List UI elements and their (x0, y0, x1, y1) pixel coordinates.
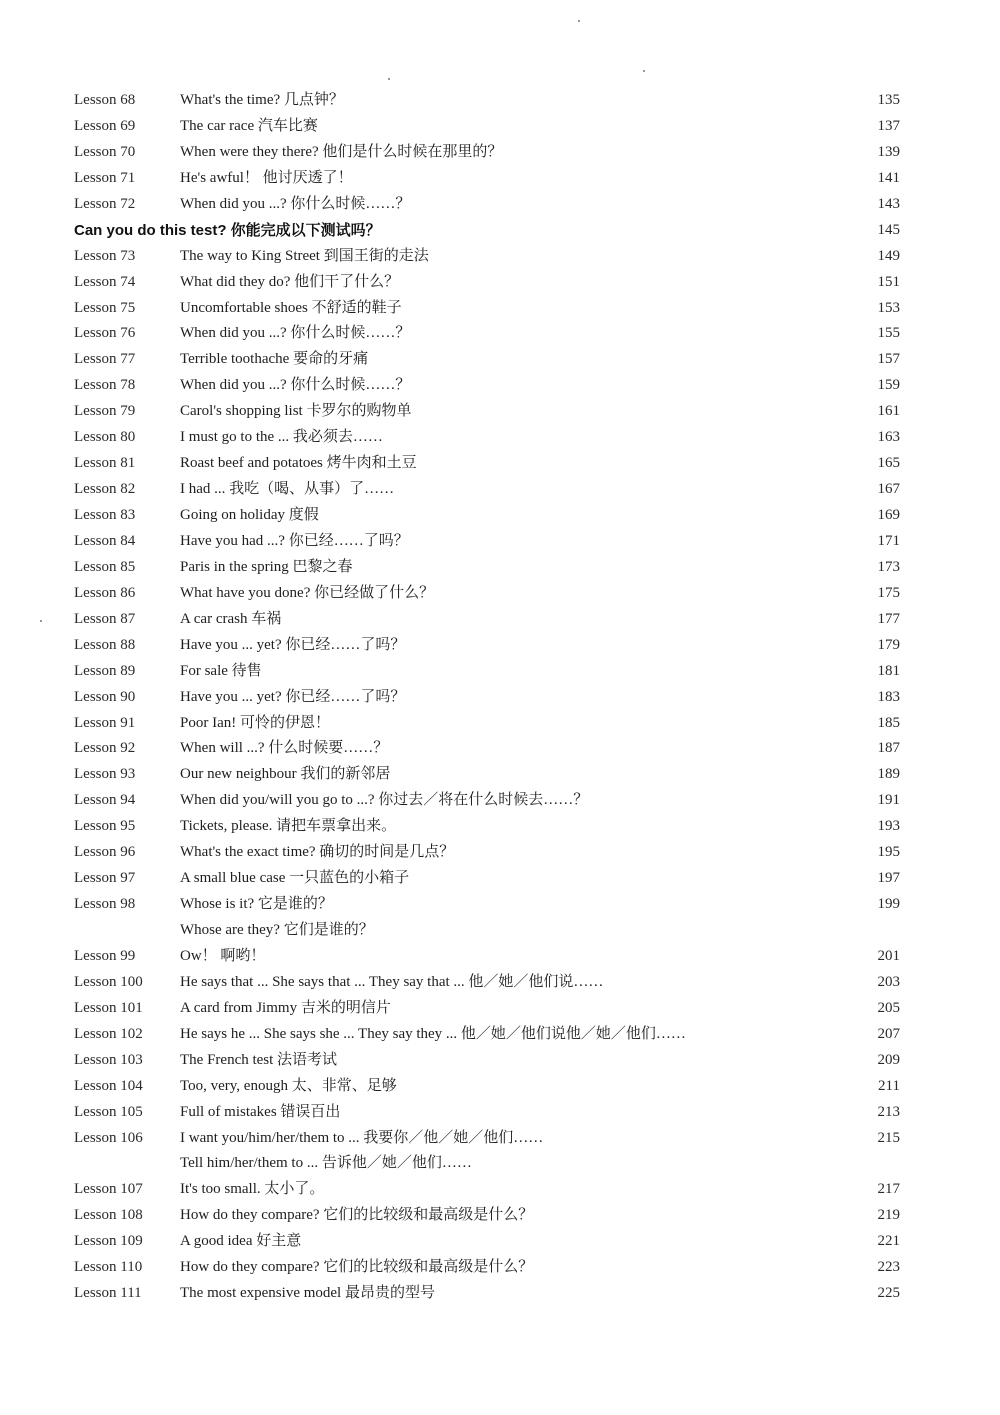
lesson-title: Whose are they? 它们是谁的？ (180, 922, 374, 938)
scan-speck (40, 620, 42, 622)
toc-row[interactable] (74, 685, 900, 711)
page-number: 169 (877, 507, 900, 523)
toc-row[interactable] (74, 140, 900, 166)
toc-row[interactable] (74, 373, 900, 399)
toc-row[interactable] (74, 270, 900, 296)
lesson-title: When did you/will you go to ...? 你过去／将在什么时候去……？ (180, 792, 589, 809)
lesson-number: Lesson 110 (74, 1259, 143, 1276)
page-number: 171 (877, 532, 900, 549)
lesson-number: Lesson 98 (74, 896, 136, 913)
lesson-title: Carol's shopping list 卡罗尔的购物单 (180, 403, 412, 420)
page-number: 157 (877, 351, 900, 368)
page-number: 165 (877, 455, 900, 472)
lesson-number: Lesson 94 (74, 792, 136, 809)
lesson-title: Have you ... yet? 你已经……了吗？ (180, 636, 406, 653)
lesson-number: Lesson 70 (74, 143, 136, 160)
page-number: 143 (877, 195, 900, 212)
page-number: 139 (877, 143, 900, 160)
lesson-title: The French test 法语考试 (180, 1051, 338, 1068)
lesson-number: Lesson 111 (74, 1285, 142, 1302)
toc-row[interactable] (74, 1151, 900, 1177)
lesson-number: Lesson 77 (74, 351, 136, 368)
lesson-number: Lesson 108 (74, 1207, 143, 1224)
lesson-number: Lesson 69 (74, 117, 136, 134)
lesson-number: Lesson 102 (74, 1025, 143, 1042)
toc-row[interactable] (74, 477, 900, 503)
page-number: 149 (877, 247, 900, 264)
lesson-number: Lesson 105 (74, 1103, 143, 1120)
toc-row[interactable] (74, 244, 900, 270)
lesson-title: Paris in the spring 巴黎之春 (180, 558, 353, 575)
toc-row[interactable] (74, 1177, 900, 1203)
lesson-number: Lesson 71 (74, 169, 136, 186)
lesson-title: For sale 待售 (180, 662, 262, 679)
scan-speck (643, 70, 645, 72)
page-number: 155 (877, 325, 900, 342)
toc-row[interactable] (74, 633, 900, 659)
toc-row[interactable] (74, 296, 900, 322)
page-number: 163 (877, 429, 900, 446)
toc-row[interactable] (74, 425, 900, 451)
lesson-title: Tickets, please. 请把车票拿出来。 (180, 818, 397, 835)
lesson-number: Lesson 104 (74, 1077, 143, 1094)
lesson-title: A card from Jimmy 吉米的明信片 (180, 999, 391, 1016)
page-number: 199 (877, 896, 900, 913)
lesson-number: Lesson 80 (74, 429, 136, 446)
page-number: 185 (877, 714, 900, 731)
toc-row[interactable] (74, 503, 900, 529)
page-number: 177 (877, 610, 900, 627)
toc-row[interactable] (74, 918, 900, 944)
toc-row[interactable] (74, 711, 900, 737)
lesson-number: Lesson 97 (74, 870, 136, 887)
lesson-title: The way to King Street 到国王街的走法 (180, 247, 429, 264)
page-number: 179 (877, 636, 900, 653)
page-number: 145 (877, 221, 900, 238)
lesson-number: Lesson 93 (74, 766, 136, 783)
lesson-title: Ow！ 啊哟！ (180, 947, 266, 964)
page-number: 183 (877, 688, 900, 705)
lesson-title: What's the exact time? 确切的时间是几点？ (180, 844, 455, 861)
lesson-title: A good idea 好主意 (180, 1233, 302, 1250)
lesson-number: Lesson 107 (74, 1181, 143, 1198)
page-number: 211 (878, 1077, 900, 1094)
scan-speck (578, 20, 580, 22)
lesson-title: When did you ...? 你什么时候……？ (180, 195, 411, 212)
lesson-number: Lesson 78 (74, 377, 136, 394)
page-number: 135 (877, 92, 900, 108)
page-number: 205 (877, 999, 900, 1016)
lesson-title: How do they compare? 它们的比较级和最高级是什么？ (180, 1207, 534, 1224)
toc-row[interactable] (74, 1048, 900, 1074)
page-number: 173 (877, 558, 900, 575)
lesson-title: Our new neighbour 我们的新邻居 (180, 766, 391, 783)
toc-row[interactable] (74, 1126, 900, 1152)
lesson-title: How do they compare? 它们的比较级和最高级是什么？ (180, 1259, 534, 1276)
lesson-title: I must go to the ... 我必须去…… (180, 429, 383, 446)
lesson-number: Lesson 76 (74, 325, 136, 342)
lesson-number: Lesson 75 (74, 299, 136, 316)
toc-row[interactable] (74, 451, 900, 477)
toc-row[interactable] (74, 840, 900, 866)
page-number: 161 (877, 403, 900, 420)
page-number: 189 (877, 766, 900, 783)
lesson-number: Lesson 89 (74, 662, 136, 679)
page-number: 215 (877, 1129, 900, 1146)
page-number: 181 (877, 662, 900, 679)
lesson-number: Lesson 103 (74, 1051, 143, 1068)
lesson-title: Poor Ian! 可怜的伊恩！ (180, 714, 330, 731)
lesson-number: Lesson 73 (74, 247, 136, 264)
lesson-title: What have you done? 你已经做了什么？ (180, 584, 435, 601)
lesson-title: He says that ... She says that ... They say that ... 他／她／他们说…… (180, 973, 604, 990)
lesson-number: Lesson 99 (74, 947, 136, 964)
lesson-number: Lesson 85 (74, 558, 136, 575)
lesson-title: He's awful！ 他讨厌透了！ (180, 169, 353, 186)
lesson-number: Lesson 92 (74, 740, 136, 757)
page-number: 141 (877, 169, 900, 186)
lesson-title: A small blue case 一只蓝色的小箱子 (180, 870, 410, 887)
section-title: Can you do this test? 你能完成以下测试吗？ (74, 221, 381, 239)
page-number: 223 (877, 1259, 900, 1276)
toc-row[interactable] (74, 736, 900, 762)
lesson-number: Lesson 72 (74, 195, 136, 212)
lesson-number: Lesson 68 (74, 92, 136, 108)
toc-row[interactable] (74, 944, 900, 970)
scan-speck (388, 78, 390, 80)
lesson-title: Have you had ...? 你已经……了吗？ (180, 532, 409, 549)
page-number: 193 (877, 818, 900, 835)
page-number: 219 (877, 1207, 900, 1224)
page-number: 151 (877, 273, 900, 290)
lesson-title: What's the time? 几点钟？ (180, 92, 344, 108)
page-number: 167 (877, 481, 900, 498)
lesson-title: The most expensive model 最昂贵的型号 (180, 1285, 435, 1302)
toc-row[interactable] (74, 88, 900, 114)
toc-row[interactable] (74, 607, 900, 633)
lesson-title: The car race 汽车比赛 (180, 117, 318, 134)
lesson-title: Have you ... yet? 你已经……了吗？ (180, 688, 406, 705)
lesson-number: Lesson 86 (74, 584, 136, 601)
toc-row[interactable] (74, 529, 900, 555)
lesson-number: Lesson 90 (74, 688, 136, 705)
page-number: 137 (877, 117, 900, 134)
toc-row[interactable] (74, 114, 900, 140)
toc-row[interactable] (74, 192, 900, 218)
lesson-number: Lesson 109 (74, 1233, 143, 1250)
toc-row[interactable] (74, 659, 900, 685)
lesson-title: I had ... 我吃（喝、从事）了…… (180, 481, 395, 498)
toc-section-row[interactable] (74, 218, 900, 244)
toc-row[interactable] (74, 892, 900, 918)
toc-row[interactable] (74, 321, 900, 347)
lesson-title: When did you ...? 你什么时候……？ (180, 325, 411, 342)
lesson-title: Full of mistakes 错误百出 (180, 1103, 341, 1120)
lesson-number: Lesson 81 (74, 455, 136, 472)
page-number: 191 (877, 792, 900, 809)
toc-row[interactable] (74, 788, 900, 814)
page-number: 213 (877, 1103, 900, 1120)
lesson-number: Lesson 96 (74, 844, 136, 861)
lesson-number: Lesson 87 (74, 610, 136, 627)
page-number: 207 (877, 1025, 900, 1042)
page-number: 221 (877, 1233, 900, 1250)
page-number: 159 (877, 377, 900, 394)
page-number: 195 (877, 844, 900, 861)
lesson-number: Lesson 88 (74, 636, 136, 653)
toc-row[interactable] (74, 1255, 900, 1281)
lesson-title: What did they do? 他们干了什么？ (180, 273, 400, 290)
toc-row[interactable] (74, 581, 900, 607)
lesson-number: Lesson 82 (74, 481, 136, 498)
lesson-number: Lesson 101 (74, 999, 143, 1016)
toc-row[interactable] (74, 1229, 900, 1255)
page-number: 217 (877, 1181, 900, 1198)
toc-row[interactable] (74, 866, 900, 892)
page-number: 175 (877, 584, 900, 601)
toc-row[interactable] (74, 814, 900, 840)
toc-row[interactable] (74, 1281, 900, 1307)
toc-row[interactable] (74, 166, 900, 192)
lesson-number: Lesson 91 (74, 714, 136, 731)
lesson-title: Going on holiday 度假 (180, 507, 319, 523)
toc-row[interactable] (74, 996, 900, 1022)
lesson-number: Lesson 100 (74, 973, 143, 990)
lesson-number: Lesson 106 (74, 1129, 143, 1146)
toc-row[interactable] (74, 555, 900, 581)
lesson-number: Lesson 95 (74, 818, 136, 835)
lesson-title: Tell him/her/them to ... 告诉他／她／他们…… (180, 1155, 472, 1172)
toc-row[interactable] (74, 762, 900, 788)
lesson-title: When did you ...? 你什么时候……？ (180, 377, 411, 394)
page-number: 153 (877, 299, 900, 316)
lesson-title: A car crash 车祸 (180, 610, 282, 627)
toc-row[interactable] (74, 970, 900, 996)
page-number: 197 (877, 870, 900, 887)
toc-row[interactable] (74, 1203, 900, 1229)
lesson-title: It's too small. 太小了。 (180, 1181, 325, 1198)
page-number: 187 (877, 740, 900, 757)
lesson-title: Uncomfortable shoes 不舒适的鞋子 (180, 299, 402, 316)
page-number: 201 (877, 947, 900, 964)
toc-row[interactable] (74, 399, 900, 425)
lesson-title: Whose is it? 它是谁的？ (180, 896, 333, 913)
lesson-number: Lesson 79 (74, 403, 136, 420)
lesson-title: Roast beef and potatoes 烤牛肉和土豆 (180, 455, 417, 472)
page-number: 203 (877, 973, 900, 990)
lesson-title: When were they there? 他们是什么时候在那里的？ (180, 143, 503, 160)
table-of-contents (74, 88, 900, 1307)
lesson-title: Terrible toothache 要命的牙痛 (180, 351, 369, 368)
lesson-title: When will ...? 什么时候要……？ (180, 740, 389, 757)
page-number: 209 (877, 1051, 900, 1068)
lesson-number: Lesson 83 (74, 507, 136, 523)
lesson-title: He says he ... She says she ... They say they ... 他／她／他们说他／她／他们…… (180, 1025, 686, 1042)
toc-row[interactable] (74, 1074, 900, 1100)
lesson-number: Lesson 74 (74, 273, 136, 290)
lesson-title: I want you/him/her/them to ... 我要你／他／她／他们…… (180, 1129, 544, 1146)
page-number: 225 (877, 1285, 900, 1302)
toc-row[interactable] (74, 347, 900, 373)
lesson-title: Too, very, enough 太、非常、足够 (180, 1077, 397, 1094)
lesson-number: Lesson 84 (74, 532, 136, 549)
toc-row[interactable] (74, 1022, 900, 1048)
toc-row[interactable] (74, 1100, 900, 1126)
